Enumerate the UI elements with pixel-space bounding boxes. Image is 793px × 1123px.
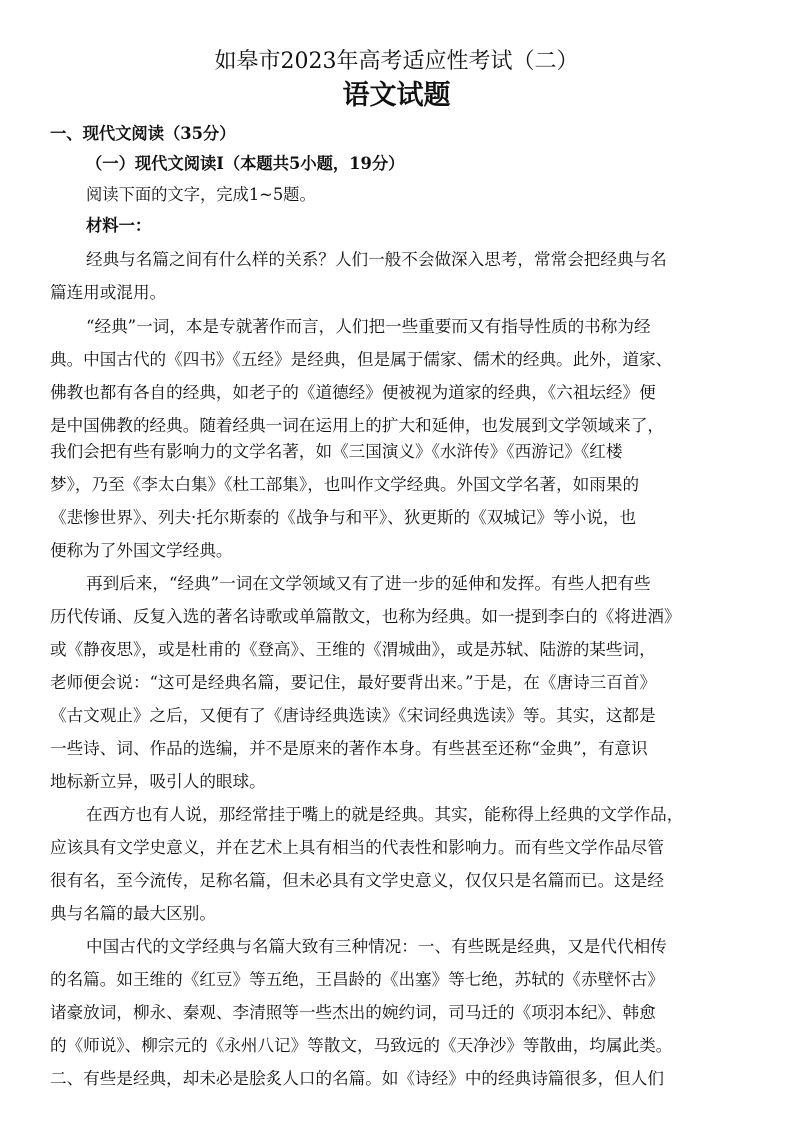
- passage-line: 在西方也有人说，那经常挂于嘴上的就是经典。其实，能称得上经典的文学作品，: [86, 805, 684, 824]
- passage-line: 《悲惨世界》、列夫·托尔斯泰的《战争与和平》、狄更斯的《双城记》等小说，也: [50, 508, 637, 527]
- passage-line: 二、有些是经典，却未必是脍炙人口的名篇。如《诗经》中的经典诗篇很多，但人们: [50, 1069, 664, 1088]
- passage-line: 一些诗、词、作品的选编，并不是原来的著作本身。有些甚至还称“金典”，有意识: [50, 739, 648, 758]
- sub-section-heading: （一）现代文阅读Ⅰ（本题共5小题，19分）: [86, 154, 405, 173]
- passage-line: 经典与名篇之间有什么样的关系？人们一般不会做深入思考，常常会把经典与名: [86, 250, 667, 269]
- passage-line: 的《师说》、柳宗元的《永州八记》等散文，马致远的《天净沙》等散曲，均属此类。: [50, 1036, 673, 1055]
- passage-line: 老师便会说：“这可是经典名篇，要记住，最好要背出来。”于是，在《唐诗三百首》: [50, 673, 657, 692]
- passage-line: 梦》，乃至《李太白集》《杜工部集》，也叫作文学经典。外国文学名著，如雨果的: [50, 475, 640, 494]
- passage-line: 佛教也都有各自的经典，如老子的《道德经》便被视为道家的经典，《六祖坛经》便: [50, 383, 656, 402]
- passage-line: 再到后来，“经典”一词在文学领域又有了进一步的延伸和发挥。有些人把有些: [86, 574, 651, 593]
- passage-line: 或《静夜思》，或是杜甫的《登高》、王维的《渭城曲》，或是苏轼、陆游的某些词，: [50, 640, 656, 659]
- passage-line: 典。中国古代的《四书》《五经》是经典，但是属于儒家、儒术的经典。此外，道家、: [50, 350, 673, 369]
- passage-line: 地标新立异，吸引人的眼球。: [50, 772, 266, 791]
- passage-line: 诸豪放词，柳永、秦观、李清照等一些杰出的婉约词，司马迁的《项羽本纪》、韩愈: [50, 1003, 656, 1022]
- passage-line: 应该具有文学史意义，并在艺术上具有相当的代表性和影响力。而有些文学作品尽管: [50, 838, 664, 857]
- subject-title: 语文试题: [342, 80, 451, 111]
- passage-line: 便称为了外国文学经典。: [50, 541, 233, 560]
- passage-line: 中国古代的文学经典与名篇大致有三种情况：一、有些既是经典，又是代代相传: [86, 937, 667, 956]
- passage-line: 的名篇。如王维的《红豆》等五绝，王昌龄的《出塞》等七绝，苏轼的《赤壁怀古》: [50, 970, 664, 989]
- passage-line: 篇连用或混用。: [50, 283, 167, 302]
- passage-line: “经典”一词，本是专就著作而言，人们把一些重要而又有指导性质的书称为经: [86, 317, 651, 336]
- material-label: 材料一：: [86, 216, 152, 235]
- passage-line: 历代传诵、反复入选的著名诗歌或单篇散文，也称为经典。如一提到李白的《将进酒》: [50, 607, 681, 626]
- passage-line: 《古文观止》之后，又便有了《唐诗经典选读》《宋词经典选读》等。其实，这都是: [50, 706, 656, 725]
- passage-line: 是中国佛教的经典。随着经典一词在运用上的扩大和延伸，也发展到文学领域来了，: [50, 416, 664, 435]
- passage-line: 典与名篇的最大区别。: [50, 904, 216, 923]
- passage-line: 我们会把有些有影响力的文学名著，如《三国演义》《水浒传》《西游记》《红楼: [50, 442, 623, 461]
- section-heading: 一、现代文阅读（35分）: [50, 124, 236, 143]
- exam-title: 如皋市2023年高考适应性考试（二）: [214, 49, 579, 74]
- instruction-text: 阅读下面的文字，完成1~5题。: [86, 185, 316, 204]
- passage-line: 很有名，至今流传，足称名篇，但未必具有文学史意义，仅仅只是名篇而已。这是经: [50, 871, 664, 890]
